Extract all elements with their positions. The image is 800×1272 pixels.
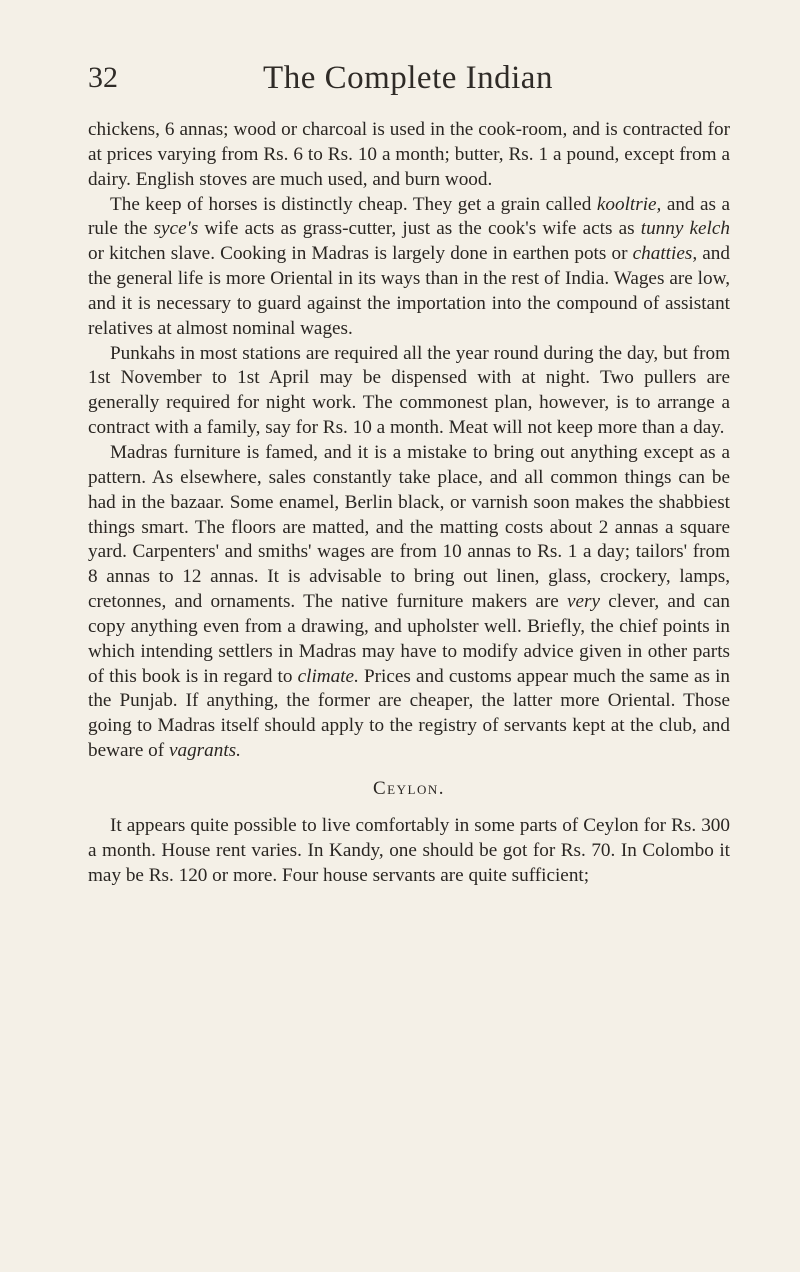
italic-word-climate: climate. (297, 665, 359, 687)
paragraph-2 (88, 193, 730, 342)
italic-word-vagrants: vagrants. (168, 740, 241, 762)
text-run: and the general life is more Oriental in its ways than in the rest of India. Wages are low, and it is necessary to guard against the importation into the compound of assistant relatives at almost nominal wages. (88, 243, 730, 339)
italic-term-syce: syce's (153, 218, 199, 240)
italic-word-very: very (567, 591, 601, 613)
page-number: 32 (88, 61, 118, 94)
section-heading-ceylon: Ceylon. (373, 777, 445, 799)
running-title: The Complete Indian (263, 60, 553, 96)
paragraph-5: It appears quite possible to live comfortably in some parts of Ceylon for Rs. 300 a month. House rent varies. In Kandy, one should be got for Rs. 70. In Colombo it may be Rs. 120 or more. Four house servants are quite sufficient; (88, 814, 730, 886)
italic-term-tunny-kelch: tunny kelch (640, 218, 730, 240)
text-run: or kitchen slave. Cooking in Madras is largely done in earthen pots or (88, 243, 633, 265)
italic-term-kooltrie: kooltrie, (596, 193, 662, 215)
text-run: wife acts as grass-cutter, just as the cook's wife acts as (198, 218, 641, 240)
paragraph-4 (88, 441, 730, 764)
text-run: The keep of horses is distinctly cheap. They get a grain called (110, 193, 597, 215)
text-run: and as a rule the (88, 193, 730, 240)
italic-term-chatties: chatties, (632, 243, 698, 265)
body-text (88, 118, 730, 888)
text-run: Prices and customs appear much the same as in the Punjab. If anything, the former are cheaper, the latter more Oriental. Those going to Madras itself should apply to the registry of servants kept at the club, and beware of (88, 665, 730, 762)
text-run: clever, and can copy anything even from a drawing, and upholster well. Briefly, the chief points in which intending settlers in Madras may have to modify advice given in other parts of this book is in regard to (88, 591, 730, 687)
text-run: Madras furniture is famed, and it is a mistake to bring out anything except as a pattern. As elsewhere, sales constantly take place, and all common things can be had in the bazaar. Some enamel, Berlin black, or varnish soon makes the shabbiest things smart. The floors are matted, and the matting costs about 2 annas a square yard. Carpenters' and smiths' wages are from 10 annas to Rs. 1 a day; tailors' from 8 annas to 12 annas. It is advisable to bring out linen, glass, crockery, lamps, cretonnes, and ornaments. The native furniture makers are (88, 441, 730, 613)
paragraph-1: chickens, 6 annas; wood or charcoal is used in the cook-room, and is contracted for at prices varying from Rs. 6 to Rs. 10 a month; butter, Rs. 1 a pound, except from a dairy. English stoves are much used, and burn wood. (88, 119, 730, 190)
paragraph-3: Punkahs in most stations are required all the year round during the day, but from 1st November to 1st April may be dispensed with at night. Two pullers are generally required for night work. The commonest plan, however, is to arrange a contract with a family, say for Rs. 10 a month. Meat will not keep more than a day. (88, 342, 730, 439)
page-header (88, 58, 728, 102)
